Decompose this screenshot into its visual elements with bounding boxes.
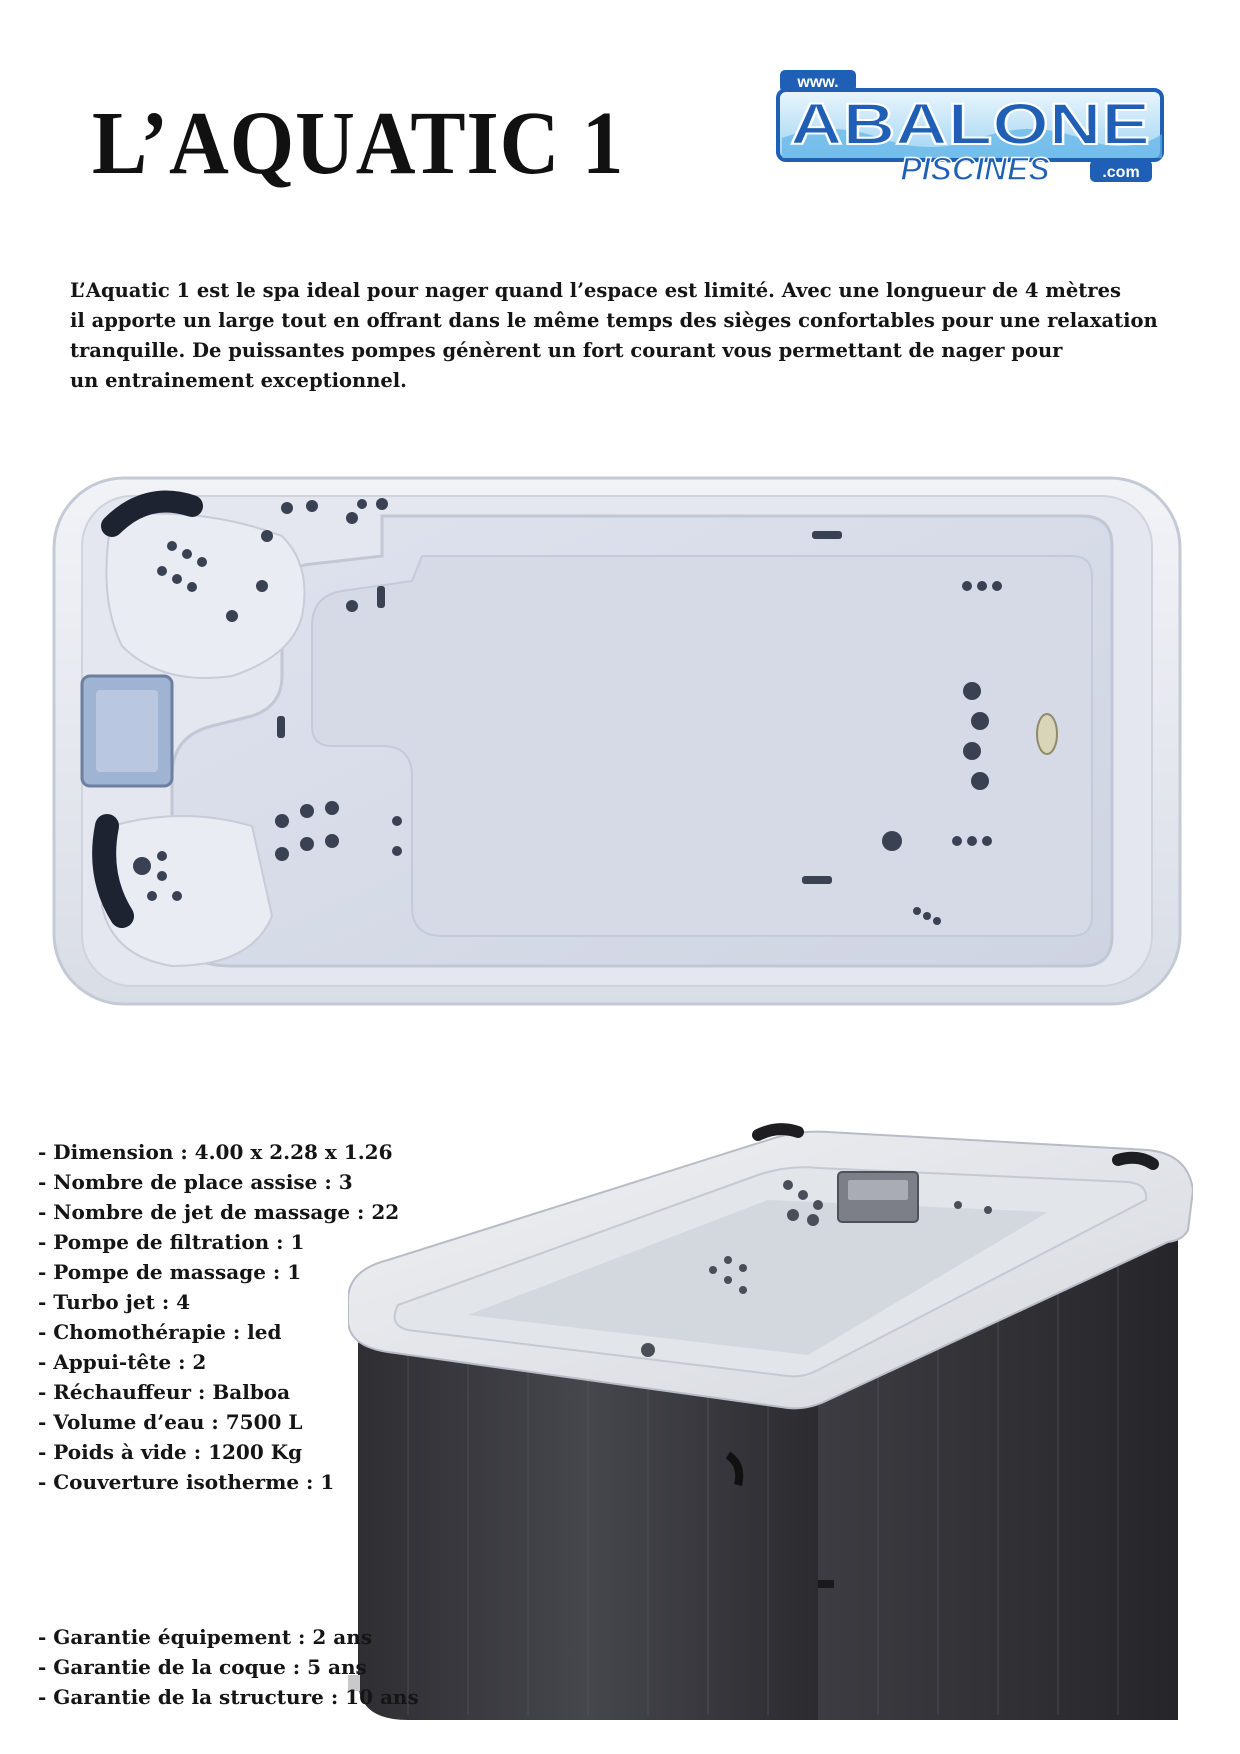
abalone-piscines-logo xyxy=(770,68,1170,188)
spec-item: - Appui-tête : 2 xyxy=(38,1350,207,1374)
spec-item: - Poids à vide : 1200 Kg xyxy=(38,1440,303,1464)
intro-line: un entrainement exceptionnel. xyxy=(70,369,407,392)
spec-item: - Pompe de filtration : 1 xyxy=(38,1230,305,1254)
warranty-item: - Garantie de la coque : 5 ans xyxy=(38,1655,367,1679)
spa-top-view-image xyxy=(52,476,1182,1046)
svg-text:www.: www. xyxy=(797,74,839,91)
spa-perspective-view-image xyxy=(348,1120,1193,1725)
specifications-list xyxy=(38,1137,399,1497)
spec-item: - Réchauffeur : Balboa xyxy=(38,1380,291,1404)
page-title: L’AQUATIC 1 xyxy=(92,94,625,193)
intro-line: L’Aquatic 1 est le spa ideal pour nager quand l’espace est limité. Avec une longueur de 4 mètres xyxy=(70,279,1121,302)
svg-text:PISCINES: PISCINES xyxy=(900,151,1050,187)
spec-item: - Nombre de jet de massage : 22 xyxy=(38,1200,400,1224)
intro-line: tranquille. De puissantes pompes génèrent un fort courant vous permettant de nager pour xyxy=(70,339,1063,362)
spec-item: - Nombre de place assise : 3 xyxy=(38,1170,353,1194)
spec-item: - Chomothérapie : led xyxy=(38,1320,282,1344)
warranty-item: - Garantie de la structure : 10 ans xyxy=(38,1685,419,1709)
spec-item: - Turbo jet : 4 xyxy=(38,1290,191,1314)
intro-line: il apporte un large tout en offrant dans le même temps des sièges confortables pour une relaxation xyxy=(70,309,1158,332)
spec-item: - Pompe de massage : 1 xyxy=(38,1260,302,1284)
intro-paragraph xyxy=(70,276,1190,396)
spec-item: - Volume d’eau : 7500 L xyxy=(38,1410,303,1434)
warranty-item: - Garantie équipement : 2 ans xyxy=(38,1625,373,1649)
svg-text:.com: .com xyxy=(1102,164,1140,181)
warranty-list xyxy=(38,1622,419,1712)
spec-item: - Dimension : 4.00 x 2.28 x 1.26 xyxy=(38,1140,393,1164)
svg-text:ABALONE: ABALONE xyxy=(790,92,1150,157)
spec-item: - Couverture isotherme : 1 xyxy=(38,1470,335,1494)
